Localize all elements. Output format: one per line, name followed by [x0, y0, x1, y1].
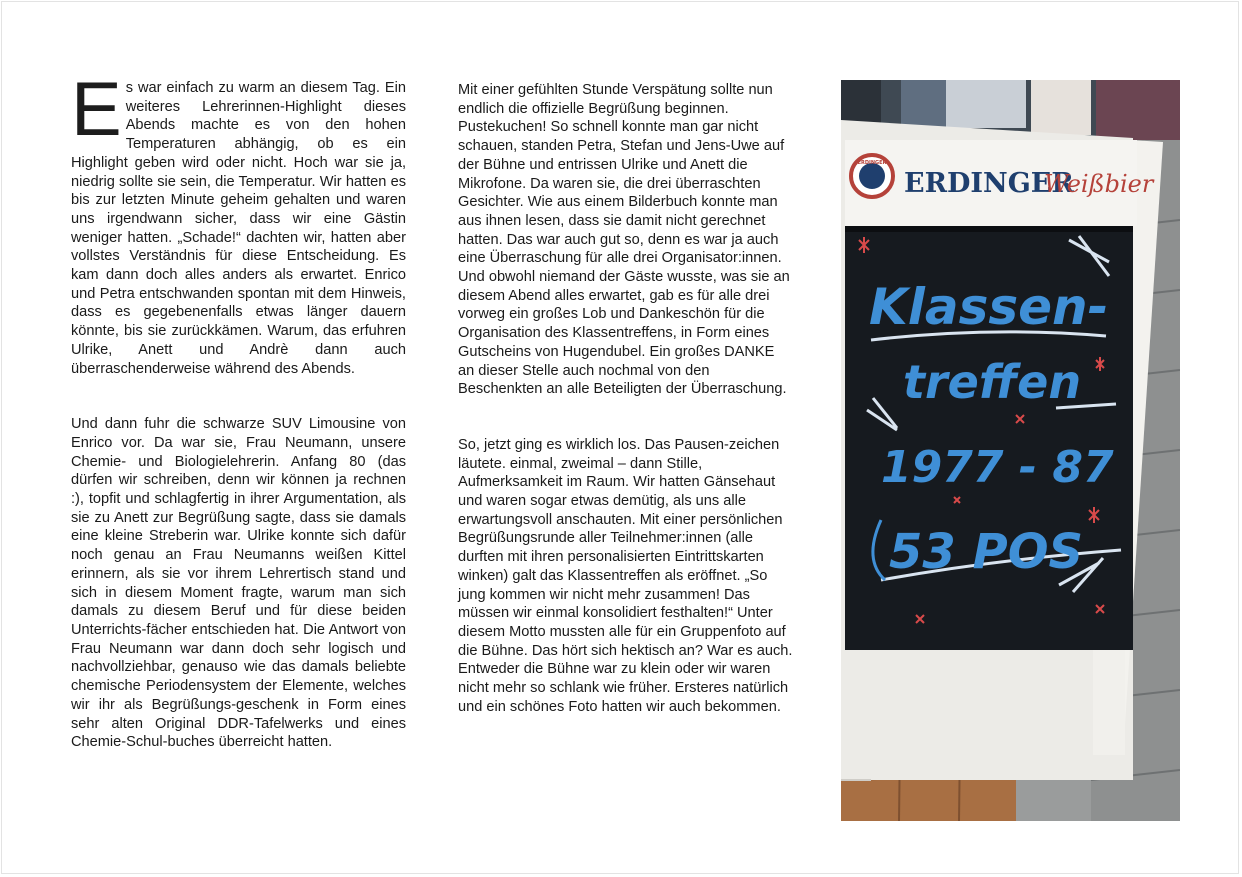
left-paragraph-2: Und dann fuhr die schwarze SUV Limousine von Enrico vor. Da war sie, Frau Neumann, unsere Chemie- und Biologielehrerin. Anfang 80 (das dürfen wir schreiben, denn wir können ja rechnen :), topfit und schlagfertig in ihrer Argumentation, als sie zu Anett zur Begrüßung sagte, dass sie damals eine kleine Streberin war. Ulrike konnte sich dafür noch genau an Frau Neumanns weißen Kittel erinnern, als sie vor ihrem Lehrertisch stand und sich in diesem Moment fragte, warum man sich damals zu diesem Beruf und für diese beiden Unterrichts-fächer entschieden hat. Die Antwort von Frau Neumann war dann doch sehr logisch und nachvollziehbar, genauso wie das damals beliebte chemische Periodensystem der Elemente, welches wir ihr als Begrüßungs-geschenk in Form eines sehr alten Original DDR-Tafelwerks und eines Chemie-Schul-buches überreicht hatten. — [71, 416, 406, 751]
chalkboard-sign-photo — [841, 80, 1180, 821]
sign-script: Weißbier — [1044, 170, 1154, 198]
middle-text-column — [458, 81, 793, 717]
left-text-column — [71, 67, 406, 752]
photo-illustration — [841, 80, 1180, 821]
left-paragraph-1: Es war einfach zu warm an diesem Tag. Ein weiteres Lehrerinnen-Highlight dieses Abends machte es von den hohen Temperaturen abhängig, ob es ein Highlight geben wird oder nicht. Hoch war sie ja, niedrig sollte sie sein, die Temperatur. Wir hatten es bis zur letzten Minute geheim gehalten und waren uns irgendwann sicher, dass wir eine Gästin weniger hatten. „Schade!“ dachten wir, hatten aber vollstes Verständnis für diese Entscheidung. Es kam dann doch alles anders als erwartet. Enrico und Petra entschwanden spontan mit dem Hinweis, dass es gegebenenfalls etwas länger dauern könnte, bis sie zurückkämen. Warum, das erfuhren Ulrike, Anett und Andrè dann auch überraschenderweise während des Abends. — [71, 67, 406, 377]
chalk-line-1: Klassen- — [869, 278, 1109, 336]
middle-paragraph-2: So, jetzt ging es wirklich los. Das Pausen-zeichen läutete. einmal, zweimal – dann Stille, Aufmerksamkeit im Raum. Wir hatten Gänsehaut und waren sogar etwas demütig, als uns alle erwartungsvoll anschauten. Mit einer persönlichen Begrüßungsrunde aller Teilnehmer:innen (alle durften mit ihren personalisierten Eintrittskarten winken) galt das Klassentreffen als eröffnet. „So jung kommen wir nicht mehr zusammen! Das müssen wir einmal konsolidiert festhalten!“ Unter diesem Motto mussten alle für ein Gruppenfoto auf die Bühne. Das hört sich hektisch an? War es auch. Entweder die Bühne war zu klein oder wir waren nicht mehr so schlank wie früher. Ersteres natürlich und ein schönes Foto hatten wir auch bekommen. — [458, 436, 793, 715]
middle-paragraph-1: Mit einer gefühlten Stunde Verspätung sollte nun endlich die offizielle Begrüßung beginnen. Pustekuchen! So schnell konnte man gar nicht schauen, standen Petra, Stefan und Jens-Uwe auf der Bühne und entrissen Ulrike und Anett die Mikrofone. Da waren sie, die drei überraschten Gesichter. Wie aus einem Bilderbuch konnte man aus ihnen lesen, dass sie damit nicht gerechnet hatten. Das war auch gut so, denn es war ja auch eine Überraschung für alle drei Organisator:innen. Und obwohl niemand der Gäste wusste, was sie an diesem Abend alles erwartet, gab es für alle drei vorweg ein großes Lob und Dankeschön für die Organisation des Klassentreffens, in Form eines Gutscheins von Hugendubel. Ein großes DANKE an dieser Stelle auch nochmal von den Beschenkten an alle Beteiligten der Überraschung. — [458, 82, 790, 398]
logo-text: ERDINGER — [857, 160, 887, 166]
chalk-line-3: 1977 - 87 — [881, 442, 1114, 493]
chalk-line-2: treffen — [903, 355, 1082, 409]
sign-brand: ERDINGER — [904, 168, 1074, 199]
chalk-line-4: 53 POS — [889, 524, 1084, 580]
drop-cap: E — [71, 67, 122, 152]
